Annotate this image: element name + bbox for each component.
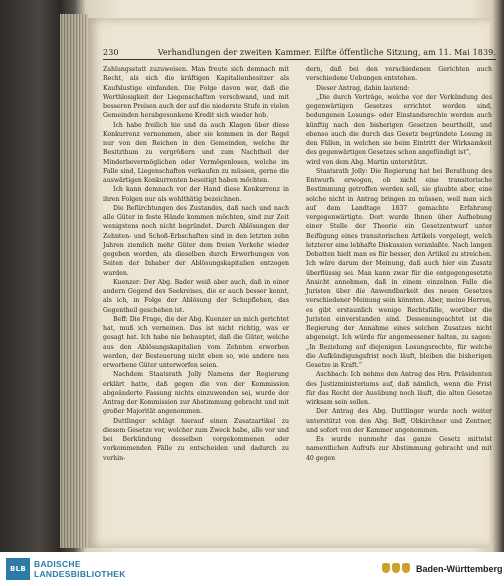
paragraph: Duttlinger schlägt hierauf einen Zusatzartikel zu diesem Gesetze vor, welcher zum Zweck habe, alle vor und bei Berkündung desselben vorgekommenen oder vorkommenden Fälle zu entscheiden und dadurch zu verhin- bbox=[103, 417, 289, 462]
header-rule bbox=[103, 59, 496, 60]
paragraph: dern, daß bei den verschiedenen Gerichten auch verschiedene Uebungen entstehen. bbox=[306, 66, 492, 83]
paragraph: Ich kann demnach vor der Hand diese Konkurrenz in ihren Folgen nur als wohlthätig bezeichnen. bbox=[103, 186, 289, 203]
baden-wuerttemberg-label[interactable]: Baden-Württemberg bbox=[416, 564, 503, 574]
paragraph: Aschbach: Ich nehme den Antrag des Hrn. Präsidenten des Justizministeriums auf, daß nämlich, wenn die Frist für das Recht der Ausübung noch läuft, die alten Gesetze wirksam sein sollen. bbox=[306, 371, 492, 406]
left-text-column bbox=[103, 65, 289, 463]
right-text-column bbox=[306, 65, 492, 463]
paragraph: Nachdem Staatsrath Jolly Namens der Regierung erklärt hatte, daß gegen die von der Kommission abgeänderte Fassung nichts einzuwenden sei, wurde der Antrag der Kommission zur Abstimmung gebracht und mit großer Majorität angenommen. bbox=[103, 371, 289, 416]
footer-bar bbox=[0, 552, 504, 586]
blb-name-line2: LANDESBIBLIOTHEK bbox=[34, 569, 126, 579]
paragraph: Der Antrag des Abg. Duttlinger wurde noch weiter unterstützt von den Abg. Beff, Obkirchner und Zentner, und sofort von der Kammer angenommen. bbox=[306, 408, 492, 434]
page-number: 230 bbox=[103, 48, 119, 57]
running-header bbox=[103, 48, 496, 57]
blb-name-line1: BADISCHE bbox=[34, 559, 81, 569]
paragraph: Die Befürchtungen des Zustandes, daß nach und nach alle Güter in feste Hände kommen möchten, sind zur Zeit wenigstens noch nicht begründet. Durch Ablösungen der Zehnten- und Schoß-Erbschaften sind in den letzten zehn Jahren ziemlich mehr Güter dem freien Verkehr wieder gegeben worden, als dieselben durch Erwerbungen von Seiten der Inhaber der Ablösungskapitalien entzogen wurden. bbox=[103, 204, 289, 277]
paragraph: „Die durch Verträge, welche vor der Verkündung des gegenwärtigen Gesetzes errichtet worden sind, bedungenen Losungs- oder Einstandsrechte werden auch künftig nach den bisherigen Gesetzen beurtheilt, und ebenso auch die durch das Gesetz begründete Losung in den Fällen, in welchen sie beim Eintritt der Wirksamkeit des gegenwärtigen Gesetzes schon angefündigt ist“, bbox=[306, 93, 492, 157]
page-edges bbox=[60, 14, 88, 548]
header-title: Verhandlungen der zweiten Kammer. Eilfte öffentliche Sitzung, am 11. Mai 1839. bbox=[157, 48, 496, 57]
blb-logo[interactable]: BLB bbox=[6, 558, 30, 580]
paragraph: Zahlungsstatt zuzuweisen. Man freute sich demnach mit Recht, als sich die kräftigen Kapitalienbesitzer als Kaufslustige einfanden. Die Folge davon war, daß die Werthlosigkeit der Liegenschaften verschwand, und mit besseren Preisen auch der auf die niederste Stufe in vielen Gemeinden herabgesunkene Kredit sich wieder hob. bbox=[103, 66, 289, 120]
paragraph: Kuenzer: Der Abg. Bader weiß aber auch, daß in einer andern Gegend des Seekreises, die er auch besser kennt, als ich, in Folge der Ablösung der Schupflehen, das Gegentheil geschehen ist. bbox=[103, 278, 289, 314]
paragraph: Ich habe freilich hie und da auch Klagen über diese Konkurrenz vernommen, aber sie kommen in der Regel nur von den Reichen in den Gemeinden, welche ihr Besitzthum zu vergrößern und zum Nachtheil der Minderbevermöglichen oder Vermögenlosen, welche im Falle sind, Liegenschaften verkaufen zu müssen, gerne die auswärtigen Konkurrenten beseitigt haben möchten. bbox=[103, 121, 289, 184]
paragraph: Es wurde nunmehr das ganze Gesetz mittelst namentlichen Aufrufs zur Abstimmung gebracht und mit 40 gegen bbox=[306, 436, 492, 462]
paragraph: wird von dem Abg. Martin unterstützt. bbox=[306, 158, 428, 166]
baden-wuerttemberg-lions-icon bbox=[382, 560, 412, 578]
blb-name[interactable] bbox=[34, 559, 126, 579]
paragraph: Staatsrath Jolly: Die Regierung hat bei Berathung des Entwurfs erwogen, ob nicht eine transitorische Bestimmung getroffen werden soll, sie glaubte aber, eine solche nicht in Antrag bringen zu müssen, weil man sich auf dem Landtage 1837 gemachte Erfahrung vergegenwärtigte. Dort wurde Ihnen über Aufhebung einer Stelle der Theorie ein Gesetzentwurf unter Beifügung eines transitorischen Artikels vorgelegt, welch letzterer eine lebhafte Diskussion veranlaßte. Nach langen Debatten hielt man es für besser, den Artikel zu streichen. Ich wäre darum der Meinung, daß auch hier ein Zusatz überflüssig sei. Man kann zwar für die entgegengesetzte Ansicht annehmen, daß in einem einzelnen Falle die Juristen über die Anwendbarkeit des neuen Gesetzes verschiedener Meinung sein könnten. Aber, meine Herren, es gibt erstaunlich wenige Rechtsfälle, worüber die Juristen einverstanden sind. Dessenungeachtet ist die Regierung der Annahme eines solchen Zusatzes nicht abgeneigt. Ich würde für angemessener halten, zu sagen: „In Beziehung auf diejenigen Losungsrechte, für welche die Aufkündigungsfrist noch läuft, bleiben die bisherigen Gesetze in Kraft.“ bbox=[306, 167, 492, 369]
paragraph: Beff: Die Frage, die der Abg. Kuenzer an mich gerichtet hat, muß ich verneinen. Das ist nicht richtig, was er gesagt hat. Ich habe nie behauptet, daß die Güter, welche aus den Ablösungskapitalien vom Zehnten erworben werden, der Besteuerung nicht eben so, wie andere neu erworbene Güter unterworfen seien. bbox=[103, 315, 289, 369]
paragraph: Dieser Antrag, dahin lautend: bbox=[316, 84, 410, 92]
